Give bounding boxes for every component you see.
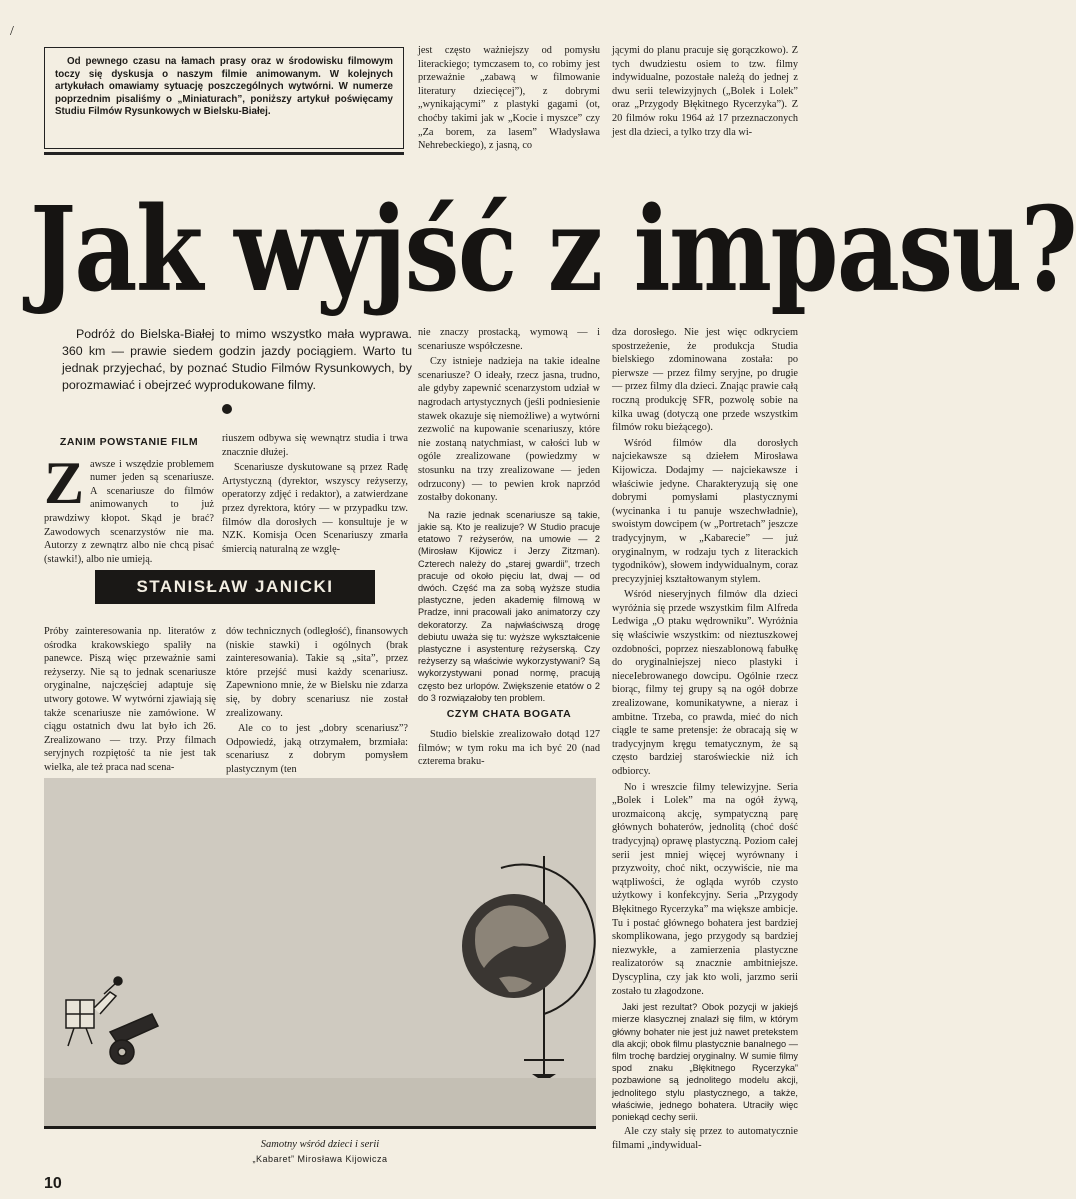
col4-paragraph-0: dza dorosłego. Nie jest więc odkryciem spostrzeżenie, że produkcja Studia bielskiego zdominowana została: po pierwsze — przez filmy seryjne, po drugie — przez filmy dla dzieci. Znając prawie całą roczną produkcję SFR, pozwolę sobie na kilka uwag (dotyczą one przede wszystkim filmów roku bieżącego).: [612, 327, 798, 434]
drop-cap: Z: [44, 449, 85, 516]
col3-paragraph-2: Na razie jednak scenariusze są takie, jakie są. Kto je realizuje? W Studio pracuje etatowo 7 reżyserów, na umowie — 2 (Mirosław Kijowicz i Jerzy Zitzman). Czterech należy do „starej gwardii”, trzech pracuje od około pięciu lat, dwaj — od dwóch. Część ma za sobą wyższe studia plastyczne, jeden akademię filmową w Pradze, inni pracowali jako animatorzy czy dekoratorzy. Za najwłaściwszą drogę debiutu uważa się tu: wyższe wykształcenie plastyczne i asystenturę reżyserską. Czy reżyserzy są właściwie wykorzystywani? Są wykorzystywani ponad normę, pracują często bez urlopów. Zwiększenie etatów o 2 do 3 rozwiązałoby ten problem.: [418, 509, 600, 703]
lower-column-2: [226, 625, 408, 779]
column-3-body: [418, 326, 600, 771]
col4-paragraph-1: Wśród filmów dla dorosłych najciekawsze są dziełem Mirosława Kijowicza. Dodajmy — najciekawsze i właściwie jedyne. Charakteryzują się one dobrymi pomysłami plastycznymi (wycinanka i tu panuje wszechwładnie), swoistym dowcipem (w „Portretach” jeszcze tradycyjnym, w „Kabarecie” — już oryginalnym, w rodzaju tych z literackich tygodników), słowem indywidualnym, coraz precyzyjniej kształtowanym stylem.: [612, 437, 798, 585]
cannon-figure: [66, 977, 158, 1064]
column-4-body: [612, 326, 798, 1154]
col3-paragraph-3: Studio bielskie zrealizowało dotąd 127 filmów; w tym roku ma ich być 20 (nad czterema braku-: [418, 728, 600, 768]
caption-line-1: Samotny wśród dzieci i serii: [260, 1139, 380, 1150]
col4-paragraph-4: Jaki jest rezultat? Obok pozycji w jakiejś mierze klasycznej znalazł się film, w którym główny bohater nie jest już nawet pretekstem dla akcji; obok filmu plastycznie banalnego — film trochę bardziej oryginalny. W sumie filmy spod znaku „Błękitnego Rycerzyka” pozbawione są jednolitego modelu akcji, jednolitego stylu plastycznego, a także, właściwie, jednego bohatera. Utraciły więc poniekąd cechy serii.: [612, 1002, 798, 1122]
illustration-kabaret: [44, 778, 596, 1129]
corner-mark: /: [10, 24, 14, 39]
section-heading-zanim: ZANIM POWSTANIE FILM: [59, 436, 199, 448]
lower-column-2-text-b: Ale co to jest „dobry scenariusz”? Odpowiedź, jaką otrzymałem, brzmiała: scenariusz z dobrym pomysłem plastycznym (ten: [226, 723, 408, 775]
page-number: 10: [44, 1175, 62, 1192]
caption-line-2: „Kabaret” Mirosława Kijowicza: [252, 1154, 388, 1164]
section-heading-chata: CZYM CHATA BOGATA: [446, 707, 572, 720]
bullet-dot: [222, 404, 232, 414]
headline: Jak wyjść z impasu?: [30, 182, 1076, 318]
section1-col2-text-a: riuszem odbywa się wewnątrz studia i trwa znacznie dłużej.: [222, 433, 408, 458]
lead-paragraph: [62, 326, 412, 394]
col4-paragraph-2: Wśród nieseryjnych filmów dla dzieci wyróżnia się przede wszystkim film Alfreda Ledwiga „O ptaku wędrowniku”. Wyróżnia się właściwie wszystkim: od nieztuszkowej ozdobności, poprzez nieszablonową fabułkę do oryginalniejszej nieco plastyki i nieceIebrowanego dowcipu. Ogólnie rzecz biorąc, filmy tej grupy są na ogół dobrze zrealizowane, komunikatywne, a nieraz i ambitne. Trzeba, co prawda, mieć do nich ciągle te same pretensje: że obracają się w tradycyjnym kręgu tematycznym, że są często bardziej staroświeckie niż ich odbiorcy.: [612, 589, 798, 777]
intro-rule: [44, 152, 404, 155]
globe-figure: [462, 856, 595, 1078]
author-name: STANISŁAW JANICKI: [95, 570, 375, 604]
top-column-4: [612, 44, 798, 141]
top-column-3: [418, 44, 600, 155]
lower-column-1: [44, 625, 216, 777]
col4-paragraph-3: No i wreszcie filmy telewizyjne. Seria „Bolek i Lolek” ma na ogół żywą, urozmaiconą akcję, sympatyczną parę głównych bohaterów, jednolitą (choć dość tradycyjną) oprawę plastyczną. Poziom całej serii jest mniej więcej wyrównany i przyzwoity, choć nikt, oczywiście, nie ma wątpliwości, że ogląda wyrób czysto użytkowy i konfekcyjny. Seria „Przygody Błękitnego Rycerzyka” ma większe ambicje. Tu i postać głównego bohatera jest bardziej skomplikowana, jego przygody są bardziej niezwykłe, a zamierzenia plastyczne realizatorów są znacznie ambitniejsze. Dyscyplina, czy jak kto woli, jarzmo serii zostało tu złagodzone.: [612, 781, 798, 997]
section1-col2-text-b: Scenariusze dyskutowane są przez Radę Artystyczną (dyrektor, wszyscy reżyserzy, operatorzy zdjęć i redaktor), a zatwierdzane przez dyrektora, który — w przypadku tzw. filmów dla dorosłych — konsultuje je w NZK. Komisja Ocen Scenariuszy zmarła śmiercią naturalną ze wzglę-: [222, 462, 408, 555]
section1-paragraph-text: awsze i wszędzie problemem numer jeden są scenariusze. A scenariusze do filmów animowanych to już prawdziwy kłopot. Skąd je brać? Zawodowych scenarzystów nie ma. Autorzy z zewnątrz albo nie chcą pisać (stawki!), albo nie umieją.: [44, 458, 214, 565]
col4-paragraph-5: Ale czy stały się przez to automatycznie filmami „indywidual-: [612, 1126, 798, 1151]
section1-paragraph: [44, 449, 214, 567]
lower-column-1-text: Próby zainteresowania np. literatów z ośrodka krakowskiego spaliły na panewce. Piszą więc przeważnie sami reżyserzy. Nie są to jednak scenariusze oryginalne, najczęściej adaptuje się utwory gotowe. W wytwórni zjawiają się także scenariusze nie zamówione. W ciągu ostatnich dwu lat było ich 26. Zrealizowano — trzy. Przy filmach seryjnych rozpiętość ta nie jest tak wielka, ale też praca nad scena-: [44, 626, 216, 773]
lead-text: Podróż do Bielska-Białej to mimo wszystko mała wyprawa. 360 km — prawie siedem godzin jazdy pociągiem. Warto tu jednak przyjechać, by poznać Studio Filmów Rysunkowych, by porozmawiać i obejrzeć wyprodukowane filmy.: [62, 327, 412, 392]
lower-column-2-text-a: dów technicznych (odległość), finansowych (niskie stawki) i ogólnych (brak zainteresowania). Takie są „sita”, przez które przejść musi każdy scenariusz. Zapewniono mnie, że w Bielsku nie zdarza się, by dobry scenariusz nie został zrealizowany.: [226, 626, 408, 719]
col3-paragraph-1: Czy istnieje nadzieja na takie idealne scenariusze? O ideały, rzecz jasna, trudno, ale gdyby zapewnić scenarzystom udział w nagrodach artystycznych (jeśli podniesienie stawek okazuje się niemożliwe) a wytwórni zezwolić na kupowanie scenariuszy, które nie zostaną natychmiast, w całości lub w ogóle zrealizowane (powiedzmy w stosunku na trzy zrealizowane — jeden odrzucony) — to pewien krok naprzód zostałby dokonany.: [418, 356, 600, 504]
top-column-4-text: jącymi do planu pracuje się gorączkowo). Z tych dwudziestu osiem to tzw. filmy indywidualne, pozostałe należą do jednej z dwu serii telewizyjnych („Bolek i Lolek” oraz „Przygody Błękitnego Rycerzyka”). Z 20 filmów roku 1964 aż 17 przeznaczonych jest dla dzieci, a tylko trzy dla wi-: [612, 45, 798, 138]
section1-column-2: [222, 432, 408, 558]
illustration-drawing: [44, 778, 596, 1126]
intro-text: Od pewnego czasu na łamach prasy oraz w środowisku filmowym toczy się dyskusja o naszym filmie animowanym. W kolejnych artykułach omawiamy sytuację poszczególnych wytwórni. W numerze poprzednim pisaliśmy o „Miniaturach”, poniższy artykuł poświęcamy Studiu Filmów Rysunkowych w Bielsku-Białej.: [55, 56, 393, 118]
illustration-caption: [44, 1138, 596, 1166]
col3-paragraph-0: nie znaczy prostacką, wymową — i scenariusze współczesne.: [418, 327, 600, 352]
top-column-3-text: jest często ważniejszy od pomysłu literackiego; tymczasem to, co robimy jest przeważnie „zabawą w filmowanie literatury dziecięcej”), z dobrymi „wynikającymi” z plastyki gagami (ot, choćby takimi jak w „Kocie i myszce” czy „Za borem, za lasem” Władysława Nehrebeckiego), z jasną, co: [418, 45, 600, 152]
intro-box: [44, 47, 404, 149]
section1-column-1: [44, 432, 214, 568]
